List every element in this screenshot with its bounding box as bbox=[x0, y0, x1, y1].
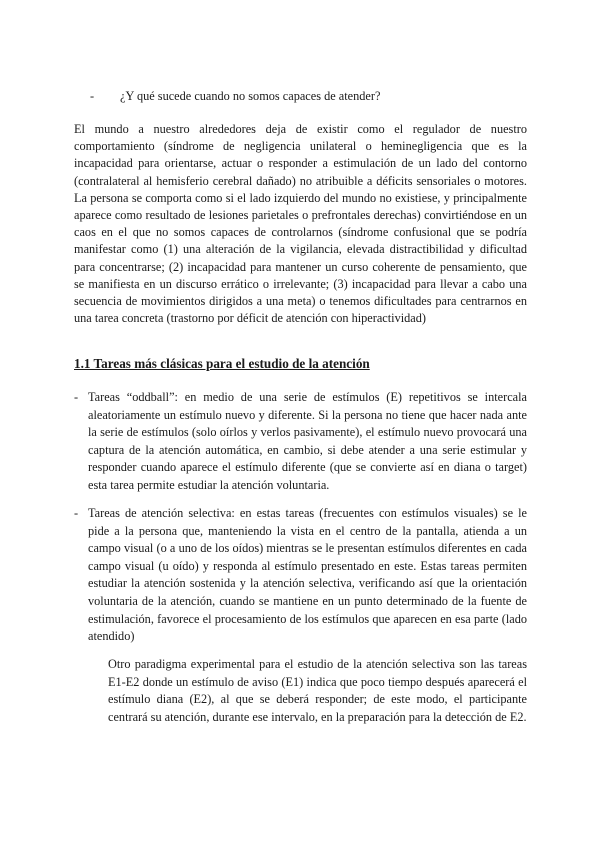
question-text: ¿Y qué sucede cuando no somos capaces de atender? bbox=[120, 89, 381, 103]
bullet-marker-2: - bbox=[74, 506, 79, 520]
question-bullet: - bbox=[90, 89, 95, 103]
question-line bbox=[90, 88, 380, 104]
bullet-marker-1: - bbox=[74, 390, 79, 404]
bullet-text-oddball: Tareas “oddball”: en medio de una serie de estímulos (E) repetitivos se intercala aleatoriamente un estímulo nuevo y diferente. Si la persona no tiene que hacer nada ante la serie de estímulos (solo oírlos y verlos pasivamente), el estímulo nuevo provocará una captura de la atención automática, en cambio, si debe atender a una serie estimular y responder cuando aparece el estímulo diferente (que se convierte así en diana o target) esta tarea permite estudiar la atención voluntaria. bbox=[88, 390, 527, 492]
section-heading: 1.1 Tareas más clásicas para el estudio de la atención bbox=[74, 356, 370, 371]
indented-paragraph: Otro paradigma experimental para el estudio de la atención selectiva son las tareas E1-E2 donde un estímulo de aviso (E1) indica que poco tiempo después aparecerá el estímulo diana (E2), al que se deberá responder; de este modo, el participante centrará su atención, durante ese intervalo, en la preparación para la detección de E2. bbox=[108, 657, 527, 724]
bullet-text-selective-attention: Tareas de atención selectiva: en estas tareas (frecuentes con estímulos visuales) se le pide a la persona que, manteniendo la vista en el centro de la pantalla, atienda a un campo visual (o a uno de los oídos) mientras se le presentan estímulos diferentes en cada campo visual (u oído) y responda al estímulo presentado en este. Estas tareas permiten estudiar la atención sostenida y la atención selectiva, verificando así que la orientación voluntaria de la atención, cuando se mantiene en un punto determinado de la fuente de estimulación, favorece el procesamiento de los estímulos que aparecen en esa parte (lado atendido) bbox=[88, 506, 527, 644]
intro-paragraph: El mundo a nuestro alrededores deja de existir como el regulador de nuestro comportamiento (síndrome de negligencia unilateral o heminegligencia que es la incapacidad para orientarse, actuar o responder a estimulación de un lado del contorno (contralateral al hemisferio cerebral dañado) no atribuible a déficits sensoriales o motores. La persona se comporta como si el lado izquierdo del mundo no existiese, y principalmente aparece como resultado de lesiones parietales o prefrontales derechas) convirtiéndose en un caos en el que no somos capaces de controlarnos (síndrome confusional que se podría manifestar como (1) una alteración de la vigilancia, elevada distractibilidad y dificultad para concentrarse; (2) incapacidad para mantener un curso coherente de pensamiento, que se manifiesta en un discurso errático o irrelevante; (3) incapacidad para llevar a cabo una secuencia de movimientos dirigidos a una meta) o tenemos dificultades para centrarnos en una tarea concreta (trastorno por déficit de atención con hiperactividad) bbox=[74, 122, 527, 326]
